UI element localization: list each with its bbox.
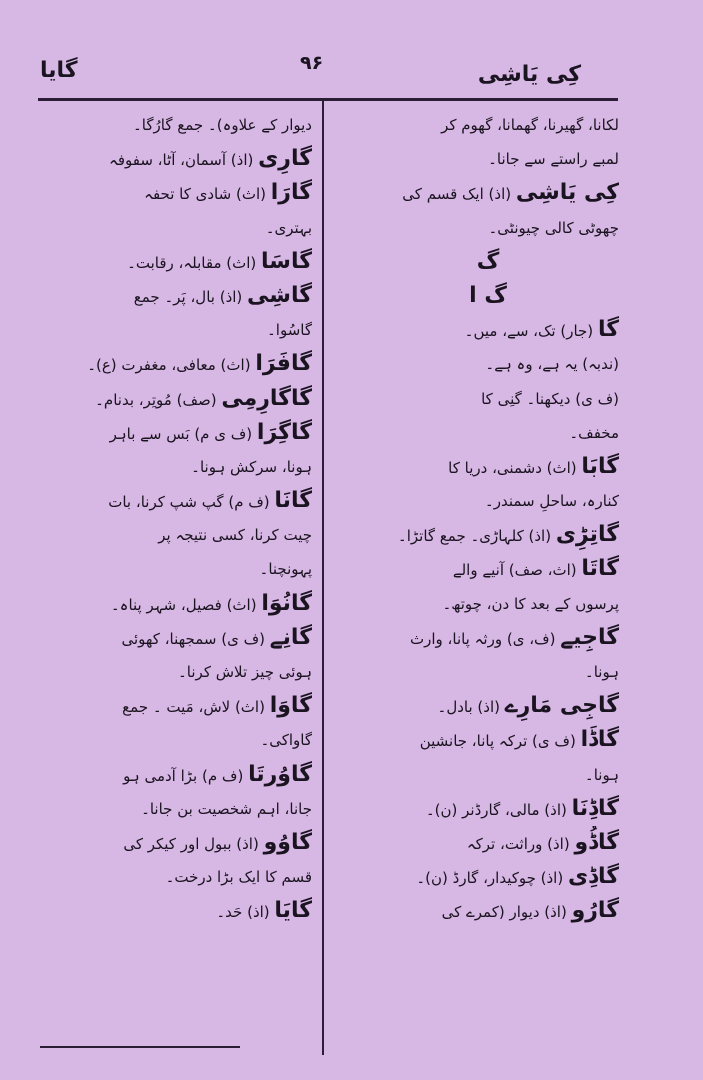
headword: گاڈَا xyxy=(580,727,619,753)
entry-line xyxy=(34,484,312,518)
definition-text: (اذ) ایک قسم کی xyxy=(402,185,516,204)
entry-line xyxy=(357,860,619,894)
entry-line xyxy=(34,279,312,313)
entry-line xyxy=(34,860,312,894)
definition-text: قسم کا ایک بڑا درخت۔ xyxy=(165,868,312,887)
definition-text: گاسُوا۔ xyxy=(267,321,312,340)
definition-text: (ف م) بڑا آدمی ہو xyxy=(123,766,249,785)
headword: گارَا xyxy=(270,180,312,206)
entry-line xyxy=(34,689,312,723)
entry-line xyxy=(34,142,312,176)
definition-text: بہتری۔ xyxy=(265,218,312,237)
definition-text: (ف ی) ترکہ پانا، جانشین xyxy=(419,732,581,751)
definition-text: پہونچنا۔ xyxy=(259,560,312,579)
definition-text: (اذ) کلہاڑی۔ جمع گاتڑا۔ xyxy=(397,527,556,546)
definition-text: دیوار کے علاوہ)۔ جمع گارُگا۔ xyxy=(133,116,312,134)
entry-line xyxy=(34,108,312,142)
definition-text: (اث) فصیل، شہر پناہ۔ xyxy=(110,595,262,614)
headword: گا xyxy=(597,317,619,343)
headword: گاوُرتَا xyxy=(248,761,312,787)
entry-line xyxy=(357,245,619,279)
entry-line xyxy=(34,758,312,792)
entry-line xyxy=(357,552,619,586)
entry-line xyxy=(34,382,312,416)
definition-text: پرسوں کے بعد کا دن، چوتھ۔ xyxy=(442,594,619,613)
entry-line xyxy=(34,416,312,450)
headword: گاوُو xyxy=(263,829,312,855)
entry-line xyxy=(357,211,619,245)
entry-line xyxy=(34,723,312,757)
definition-text: (اذ) چوکیدار، گارڈ (ن)۔ xyxy=(416,869,568,888)
definition-text: (اذ) بادل۔ xyxy=(437,698,505,717)
definition-text: (اث) شادی کا تحفہ xyxy=(144,185,271,204)
definition-text: (ف، ی) ورثہ پانا، وارث xyxy=(409,629,561,648)
entry-line xyxy=(357,313,619,347)
definition-text: ہونا، سرکش ہونا۔ xyxy=(191,457,312,476)
entry-line xyxy=(357,723,619,757)
page-header xyxy=(0,52,703,112)
column-divider xyxy=(322,100,324,1055)
definition-text: چھوٹی کالی چیونٹی۔ xyxy=(488,218,619,237)
definition-text: (ندبہ) یہ ہے، وہ ہے۔ xyxy=(485,355,619,374)
headword: گاڈِنَا xyxy=(571,795,619,821)
entry-line xyxy=(34,621,312,655)
entry-line xyxy=(357,108,619,142)
headword: گانِے xyxy=(269,624,312,650)
headword: گانَا xyxy=(274,488,312,514)
entry-line xyxy=(34,347,312,381)
headword: گاجِی مَارِے xyxy=(504,693,619,719)
page-number: ۹۶ xyxy=(300,52,324,74)
definition-text: (ف ی) سمجھنا، کھوئی xyxy=(121,629,270,648)
entry-line xyxy=(357,450,619,484)
definition-text: (اذ) ببول اور کیکر کی xyxy=(123,834,264,853)
definition-text: جانا، اہم شخصیت بن جانا۔ xyxy=(141,799,312,818)
definition-text: چیت کرنا، کسی نتیجہ پر xyxy=(158,526,312,545)
entry-line xyxy=(357,382,619,416)
definition-text: ہونا۔ xyxy=(584,765,619,784)
right-column xyxy=(357,108,619,929)
headword: گایَا xyxy=(274,898,312,924)
header-guide-word-left: گایا xyxy=(40,58,78,83)
definition-text: (صف) مُوتِر، بدنام۔ xyxy=(95,390,222,409)
definition-text: (اث، صف) آنیے والے xyxy=(452,561,582,580)
headword: گاڈِی xyxy=(567,864,619,890)
definition-text: لمبے راستے سے جانا۔ xyxy=(488,150,619,169)
entry-line xyxy=(357,347,619,381)
headword: گاگارِمِی xyxy=(221,385,312,411)
entry-line xyxy=(34,792,312,826)
entry-line xyxy=(357,279,619,313)
definition-text: (جار) تک، سے، میں۔ xyxy=(464,322,598,341)
left-column xyxy=(34,108,312,929)
definition-text: کنارہ، ساحلِ سمندر۔ xyxy=(484,492,619,511)
headword: گابَا xyxy=(581,453,619,479)
entry-line xyxy=(34,176,312,210)
entry-line xyxy=(357,758,619,792)
definition-text: گاواکی۔ xyxy=(260,731,312,750)
headword: گاگِرَا xyxy=(256,419,312,445)
entry-line xyxy=(357,894,619,928)
definition-text: (ف م) گپ شپ کرنا، بات xyxy=(108,493,275,512)
entry-line xyxy=(357,689,619,723)
entry-line xyxy=(357,518,619,552)
headword: گارِی xyxy=(258,146,312,172)
headword: گاشِی xyxy=(247,282,312,308)
entry-line xyxy=(34,587,312,621)
entry-line xyxy=(34,245,312,279)
definition-text: (اث) مقابلہ، رقابت۔ xyxy=(127,253,262,272)
definition-text: (اذ) مالی، گارڈنر (ن)۔ xyxy=(425,800,572,819)
entry-line xyxy=(357,621,619,655)
entry-line xyxy=(34,518,312,552)
headword: گاتَا xyxy=(581,556,619,582)
headword: گ xyxy=(476,248,500,274)
definition-text: (اذ) حَد۔ xyxy=(216,903,275,922)
entry-line xyxy=(357,587,619,621)
entry-line xyxy=(357,826,619,860)
definition-text: ہوئی چیز تلاش کرنا۔ xyxy=(178,663,312,681)
headword: گاسَا xyxy=(261,248,312,274)
entry-line xyxy=(357,176,619,210)
header-guide-word-right: کِی یَاشِی xyxy=(477,62,581,87)
headword: کِی یَاشِی xyxy=(515,180,619,206)
footer-rule xyxy=(40,1046,240,1048)
entry-line xyxy=(34,313,312,347)
entry-line xyxy=(34,211,312,245)
entry-line xyxy=(34,894,312,928)
entry-line xyxy=(34,826,312,860)
entry-line xyxy=(34,450,312,484)
entry-line xyxy=(357,484,619,518)
entry-line xyxy=(357,655,619,689)
headword: گ ا xyxy=(469,282,507,308)
headword: گاوَا xyxy=(269,693,312,719)
definition-text: (ف ی) دیکھنا۔ گنِی کا xyxy=(481,389,619,408)
definition-text: (اذ) دیوار (کمرے کی xyxy=(441,903,572,922)
definition-text: (ف ی م) بَس سے باہر xyxy=(109,424,257,443)
entry-line xyxy=(357,792,619,826)
definition-text: (اث) دشمنی، دریا کا xyxy=(448,458,582,477)
definition-text: (اذ) بال، پَر۔ جمع xyxy=(133,287,248,306)
entry-line xyxy=(34,552,312,586)
headword: گانُوَا xyxy=(261,590,312,616)
definition-text: ہونا۔ xyxy=(584,663,619,681)
definition-text: مخفف۔ xyxy=(569,423,619,442)
headword: گاجِیے xyxy=(560,624,619,650)
headword: گاڈُو xyxy=(574,829,619,855)
headword: گاتِڑِی xyxy=(555,522,619,548)
definition-text: (اث) لاش، مَیت ۔ جمع xyxy=(122,698,270,717)
definition-text: (اذ) وراثت، ترکہ xyxy=(466,834,575,853)
definition-text: (اذ) آسمان، آٹا، سفوفہ xyxy=(109,151,259,170)
definition-text: (اث) معافی، مغفرت (ع)۔ xyxy=(87,356,256,375)
entry-line xyxy=(357,142,619,176)
headword: گارُو xyxy=(571,898,619,924)
entry-line xyxy=(34,655,312,689)
definition-text: لکانا، گھیرنا، گھمانا، گھوم کر xyxy=(441,116,619,134)
header-rule xyxy=(38,98,618,101)
entry-line xyxy=(357,416,619,450)
headword: گافَرَا xyxy=(255,351,312,377)
